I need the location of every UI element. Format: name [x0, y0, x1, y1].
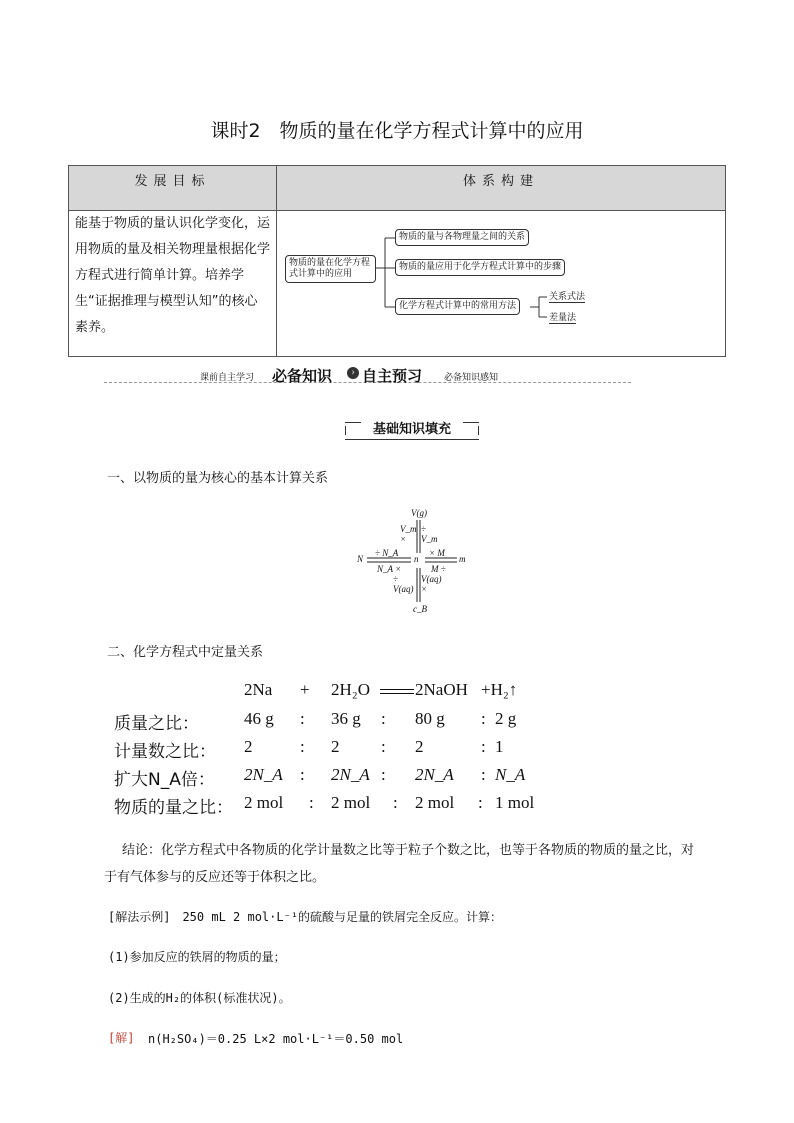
diagram-left: N: [357, 554, 364, 564]
label-vaq-times: V(aq) ×: [421, 574, 442, 594]
reactant-1: 2Na: [244, 680, 273, 699]
example-question-2: (2)生成的H₂的体积(标准状况)。: [108, 991, 291, 1005]
heading-1: 一、以物质的量为核心的基本计算关系: [107, 471, 329, 486]
arrow-icon: ›: [347, 367, 359, 379]
goal-text: 能基于物质的量认识化学变化，运用物质的量及相关物理量根据化学方程式进行简单计算。培养学生“证据推理与模型认知”的核心素养。: [75, 216, 271, 335]
conclusion-line-2: 于有气体参与的反应还等于体积之比。: [104, 870, 326, 885]
colon: :: [300, 765, 305, 784]
banner-title-1: 必备知识: [272, 367, 333, 385]
mindmap-cell: [277, 211, 726, 357]
section-banner: [104, 364, 631, 386]
row-coeff-value: 2: [415, 737, 424, 756]
equals-sign: [380, 689, 414, 694]
label-vm-times: V_m ×: [400, 524, 417, 544]
colon: :: [381, 765, 386, 784]
colon: :: [481, 765, 486, 784]
row-mol-value: 2 mol: [331, 793, 371, 812]
mindmap-branch-1: 物质的量与各物理量之间的关系: [395, 229, 529, 246]
row-mass-value: 36 g: [331, 709, 361, 728]
mindmap-sub-1: 关系式法: [549, 289, 585, 303]
label-div-vaq: ÷ V(aq): [393, 574, 414, 594]
colon: :: [300, 737, 305, 756]
heading-2: 二、化学方程式中定量关系: [107, 645, 264, 660]
colon: :: [481, 737, 486, 756]
row-label-na: 扩大N_A倍：: [114, 770, 215, 790]
label-div-vm: ÷ V_m: [421, 524, 438, 544]
diagram-bottom: c_B: [413, 604, 427, 614]
row-label-mass: 质量之比：: [114, 714, 199, 734]
goals-table: [68, 165, 726, 357]
colon: :: [309, 793, 314, 812]
solution-text: n(H₂SO₄)＝0.25 L×2 mol·L⁻¹＝0.50 mol: [148, 1032, 404, 1046]
diagram-top: V(g): [411, 508, 427, 518]
example-question-1: (1)参加反应的铁屑的物质的量；: [108, 950, 286, 964]
label-times-m: × M: [429, 548, 445, 558]
colon: :: [300, 709, 305, 728]
framework-header: 体系构建: [277, 166, 726, 211]
diagram-center: n: [414, 554, 419, 564]
section-title-frame: [345, 422, 479, 440]
banner-right-text: 必备知识感知: [444, 373, 499, 383]
example-intro: [解法示例] 250 mL 2 mol·L⁻¹的硫酸与足量的铁屑完全反应。计算：: [108, 910, 503, 924]
mindmap-sub-2: 差量法: [549, 310, 576, 324]
goals-header: 发展目标: [69, 166, 277, 211]
conclusion-line-1: 结论：化学方程式中各物质的化学计量数之比等于粒子个数之比，也等于各物质的物质的量之比，对: [122, 843, 695, 858]
product-2: +H₂↑: [481, 680, 518, 699]
reactant-2: 2H₂O: [331, 680, 370, 699]
row-mol-value: 1 mol: [495, 793, 535, 812]
row-coeff-value: 2: [331, 737, 340, 756]
conversion-diagram: [355, 506, 470, 614]
row-na-value: 2N_A: [415, 765, 454, 784]
row-mass-value: 2 g: [495, 709, 517, 728]
solution-label: [解]: [108, 1031, 135, 1045]
plus-sign: +: [300, 680, 310, 699]
row-coeff-value: 2: [244, 737, 253, 756]
row-na-value: 2N_A: [244, 765, 283, 784]
label-m-div: M ÷: [431, 564, 446, 574]
page-title: 课时2 物质的量在化学方程式计算中的应用: [210, 120, 584, 142]
label-na-times: N_A ×: [377, 564, 402, 574]
colon: :: [481, 709, 486, 728]
row-mass-value: 80 g: [415, 709, 445, 728]
mindmap-branch-2: 物质的量应用于化学方程式计算中的步骤: [395, 259, 565, 276]
section-title: 基础知识填充: [361, 421, 463, 439]
banner-left-text: 课前自主学习: [200, 373, 255, 383]
row-label-coeff: 计量数之比：: [114, 742, 216, 762]
row-mass-value: 46 g: [244, 709, 274, 728]
row-na-value: 2N_A: [331, 765, 370, 784]
colon: :: [393, 793, 398, 812]
row-label-mol: 物质的量之比：: [114, 798, 233, 818]
label-div-na: ÷ N_A: [375, 548, 399, 558]
banner-title-2: 自主预习: [362, 367, 423, 385]
mindmap-root: 物质的量在化学方程式计算中的应用: [285, 255, 376, 283]
product-1: 2NaOH: [415, 680, 468, 699]
colon: :: [381, 737, 386, 756]
row-mol-value: 2 mol: [415, 793, 455, 812]
row-mol-value: 2 mol: [244, 793, 284, 812]
colon: :: [478, 793, 483, 812]
mindmap-branch-3: 化学方程式计算中的常用方法: [395, 298, 520, 315]
diagram-right: m: [459, 554, 466, 564]
colon: :: [381, 709, 386, 728]
row-na-value: N_A: [495, 765, 526, 784]
row-coeff-value: 1: [495, 737, 504, 756]
